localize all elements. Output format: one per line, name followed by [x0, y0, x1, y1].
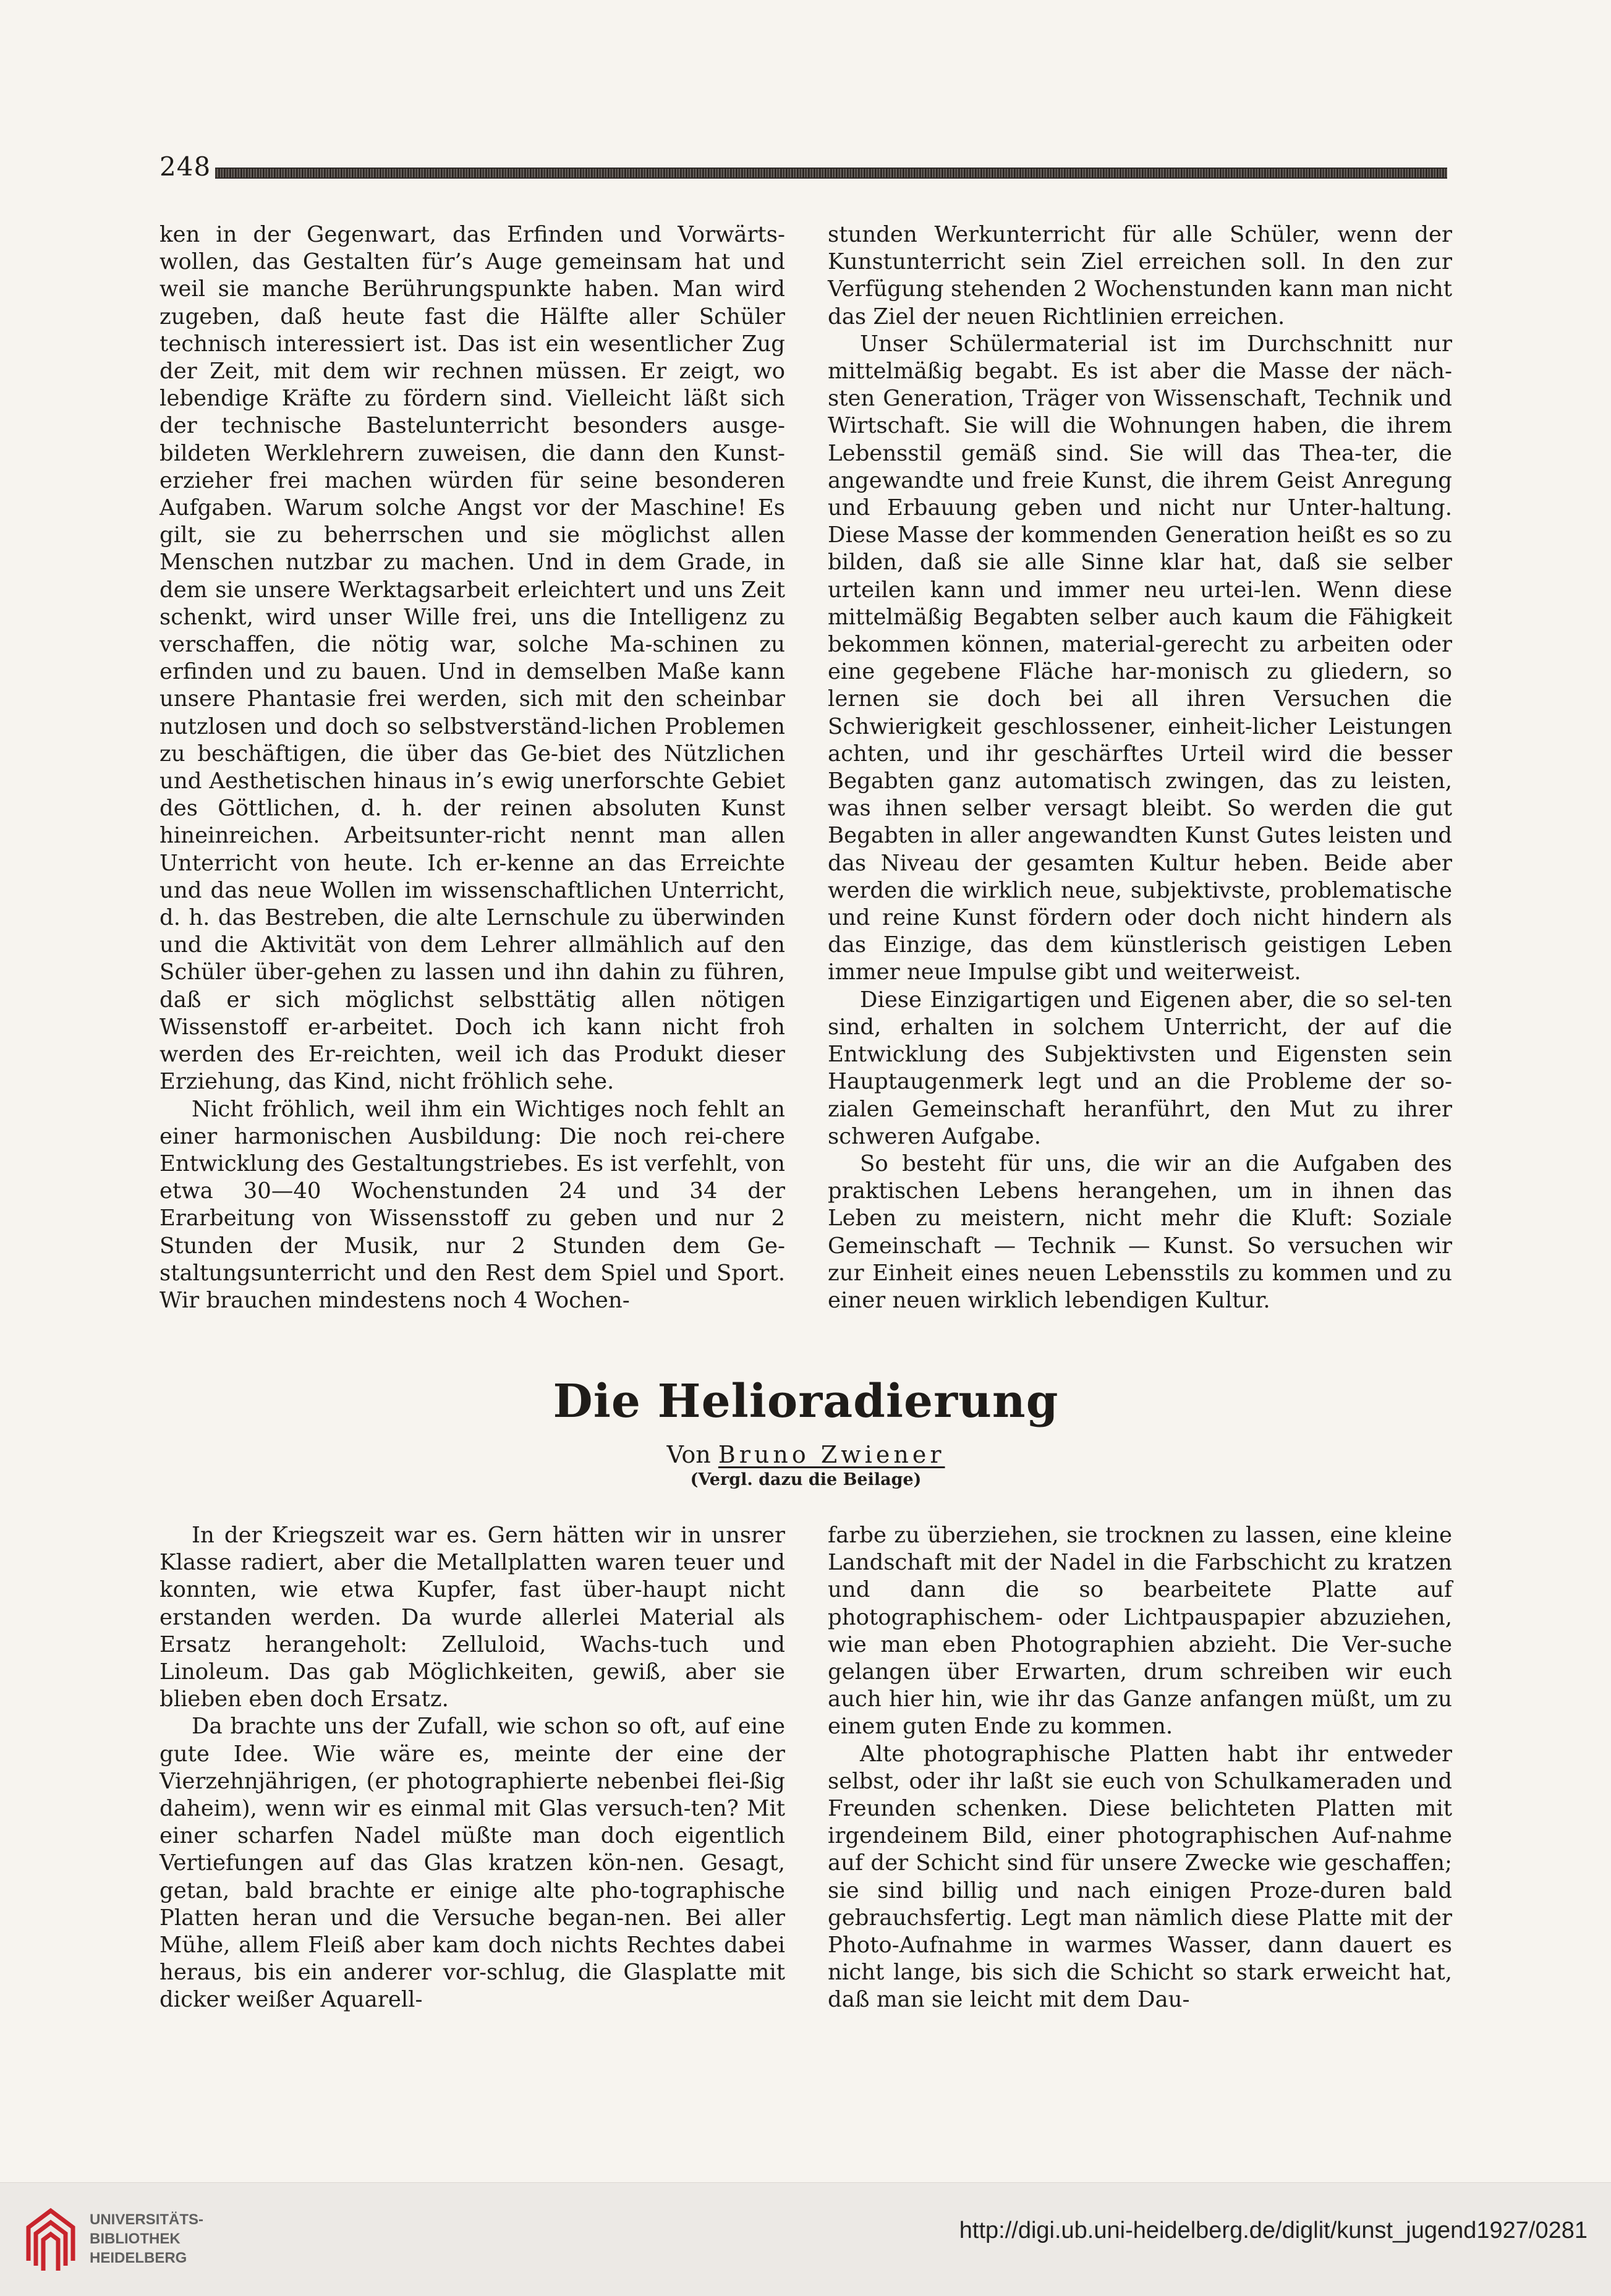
page-header — [159, 152, 1447, 182]
university-library-logo-icon — [21, 2201, 80, 2274]
article-heading-block — [159, 1374, 1452, 1488]
paragraph: Nicht fröhlich, weil ihm ein Wichtiges noch fehlt an einer harmonischen Ausbildung: Die noch rei-chere Entwicklung des Gestaltungstriebes. Es ist verfehlt, von etwa 30—40 Wochenstunden 24 und 34 der Erarbeitung von Wissensstoff zu geben und nur 2 Stunden der Musik, nur 2 Stunden dem Ge-staltungsunterricht und den Rest dem Spiel und Sport. Wir brauchen mindestens noch 4 Wochen- — [159, 1096, 785, 1313]
decorative-header-rule — [215, 168, 1447, 179]
paragraph: Diese Einzigartigen und Eigenen aber, die so sel-ten sind, erhalten in solchem Unterricht, der auf die Entwicklung des Subjektivsten und Eigensten sein Hauptaugenmerk legt und an die Probleme der so-zialen Gemeinschaft heranführt, den Mut zu ihrer schweren Aufgabe. — [828, 987, 1452, 1149]
paragraph: In der Kriegszeit war es. Gern hätten wir in unsrer Klasse radiert, aber die Metallplatten waren teuer und konnten, wie etwa Kupfer, fast über-haupt nicht erstanden werden. Da wurde allerlei Material als Ersatz herangeholt: Zelluloid, Wachs-tuch und Linoleum. Das gab Möglichkeiten, gewiß, aber sie blieben eben doch Ersatz. — [159, 1523, 785, 1712]
digital-library-footer — [0, 2182, 1611, 2296]
author-byline — [159, 1440, 1452, 1469]
source-url: http://digi.ub.uni-heidelberg.de/diglit/kunst_jugend1927/0281 — [959, 2217, 1588, 2243]
page-number: 248 — [159, 151, 211, 182]
library-name — [90, 2210, 203, 2268]
paragraph: So besteht für uns, die wir an die Aufgaben des praktischen Lebens herangehen, um in ihnen das Leben zu meistern, nicht mehr die Kluft: Soziale Gemeinschaft — Technik — Kunst. So versuchen wir zur Einheit eines neuen Lebensstils zu kommen und zu einer neuen wirklich lebendigen Kultur. — [828, 1150, 1452, 1313]
supplement-note: (Vergl. dazu die Beilage) — [690, 1470, 922, 1489]
paragraph: stunden Werkunterricht für alle Schüler, wenn der Kunstunterricht sein Ziel erreichen soll. In den zur Verfügung stehenden 2 Wochenstunden kann man nicht das Ziel der neuen Richtlinien erreichen. — [828, 222, 1452, 330]
article-column-bottom-right — [828, 1522, 1452, 2047]
article-column-bottom-left — [159, 1522, 785, 2047]
byline-prefix: Von — [666, 1441, 718, 1468]
article-column-top-right — [828, 221, 1452, 1340]
paragraph: Alte photographische Platten habt ihr entweder selbst, oder ihr laßt sie euch von Schulkameraden und Freunden schenken. Diese belichteten Platten mit irgendeinem Bild, einer photographischen Auf-nahme auf der Schicht sind für unsere Zwecke wie geschaffen; sie sind billig und nach einigen Proze-duren bald gebrauchsfertig. Legt man nämlich diese Platte mit der Photo-Aufnahme in warmes Wasser, dann dauert es nicht lange, bis sich die Schicht so stark erweicht hat, daß man sie leicht mit dem Dau- — [828, 1741, 1452, 2013]
library-name-line: BIBLIOTHEK — [90, 2230, 181, 2247]
paragraph: Da brachte uns der Zufall, wie schon so oft, auf eine gute Idee. Wie wäre es, meinte der eine der Vierzehnjährigen, (er photographierte nebenbei flei-ßig daheim), wenn wir es einmal mit Glas versuch-ten? Mit einer scharfen Nadel müßte man doch eigentlich Vertiefungen auf das Glas kratzen kön-nen. Gesagt, getan, bald brachte er einige alte pho-tographische Platten heran und die Versuche began-nen. Bei aller Mühe, allem Fleiß aber kam doch nichts Rechtes dabei heraus, bis ein anderer vor-schlug, die Glasplatte mit dicker weißer Aquarell- — [159, 1714, 785, 2013]
paragraph: ken in der Gegenwart, das Erfinden und Vorwärts-wollen, das Gestalten für’s Auge gemeinsam hat und weil sie manche Berührungspunkte haben. Man wird zugeben, daß heute fast die Hälfte aller Schüler technisch interessiert ist. Das ist ein wesentlicher Zug der Zeit, mit dem wir rechnen müssen. Er zeigt, wo lebendige Kräfte zu fördern sind. Vielleicht läßt sich der technische Bastelunterricht besonders ausge-bildeten Werklehrern zuweisen, die dann den Kunst-erzieher frei machen würden für seine besonderen Aufgaben. Warum solche Angst vor der Maschine! Es gilt, sie zu beherrschen und sie möglichst allen Menschen nutzbar zu machen. Und in dem Grade, in dem sie unsere Werktagsarbeit erleichtert und uns Zeit schenkt, wird unser Wille frei, uns die Intelligenz zu verschaffen, die nötig war, solche Ma-schinen zu erfinden und zu bauen. Und in demselben Maße kann unsere Phantasie frei werden, sich mit den scheinbar nutzlosen und doch so selbstverständ-lichen Problemen zu beschäftigen, die über das Ge-biet des Nützlichen und Aesthetischen hinaus in’s ewig unerforschte Gebiet des Göttlichen, d. h. der reinen absoluten Kunst hineinreichen. Arbeitsunter-richt nennt man allen Unterricht von heute. Ich er-kenne an das Erreichte und das neue Wollen im wissenschaftlichen Unterricht, d. h. das Bestreben, die alte Lernschule zu überwinden und die Aktivität von dem Lehrer allmählich auf den Schüler über-gehen zu lassen und ihn dahin zu führen, daß er sich möglichst selbsttätig allen nötigen Wissenstoff er-arbeitet. Doch ich kann nicht froh werden des Er-reichten, weil ich das Produkt dieser Erziehung, das Kind, nicht fröhlich sehe. — [159, 222, 785, 1095]
article-title: Die Helioradierung — [553, 1375, 1059, 1428]
paragraph: Unser Schülermaterial ist im Durchschnitt nur mittelmäßig begabt. Es ist aber die Masse der näch-sten Generation, Träger von Wissenschaft, Technik und Wirtschaft. Sie will die Wohnungen haben, die ihrem Lebensstil gemäß sind. Sie will das Thea-ter, die angewandte und freie Kunst, die ihrem Geist Anregung und Erbauung geben und nicht nur Unter-haltung. Diese Masse der kommenden Generation heißt es so zu bilden, daß sie alle Sinne klar hat, daß sie selber urteilen kann und immer neu urtei-len. Wenn diese mittelmäßig Begabten selber auch kaum die Fähigkeit bekommen können, material-gerecht zu arbeiten oder eine gegebene Fläche har-monisch zu gliedern, so lernen sie doch bei all ihren Versuchen die Schwierigkeit geschlossener, einheit-licher Leistungen achten, und ihr geschärftes Urteil wird die besser Begabten ganz automatisch zwingen, das zu leisten, was ihnen selber versagt bleibt. So werden die gut Begabten in aller angewandten Kunst Gutes leisten und das Niveau der gesamten Kultur heben. Beide aber werden die wirklich neue, subjektivste, problematische und reine Kunst fördern oder doch nicht hindern als das Einzige, das dem künstlerisch geistigen Leben immer neue Impulse gibt und weiterweist. — [828, 331, 1452, 985]
paragraph: farbe zu überziehen, sie trocknen zu lassen, eine kleine Landschaft mit der Nadel in die Farbschicht zu kratzen und dann die so bearbeitete Platte auf photographischem- oder Lichtpauspapier abzuziehen, wie man eben Photographien abzieht. Die Ver-suche gelangen über Erwarten, drum schreiben wir euch auch hier hin, wie ihr das Ganze anfangen müßt, um zu einem guten Ende zu kommen. — [828, 1523, 1452, 1740]
article-column-top-left — [159, 221, 785, 1340]
author-name: Bruno Zwiener — [718, 1441, 945, 1468]
library-name-line: UNIVERSITÄTS- — [90, 2211, 204, 2228]
library-name-line: HEIDELBERG — [90, 2250, 187, 2266]
